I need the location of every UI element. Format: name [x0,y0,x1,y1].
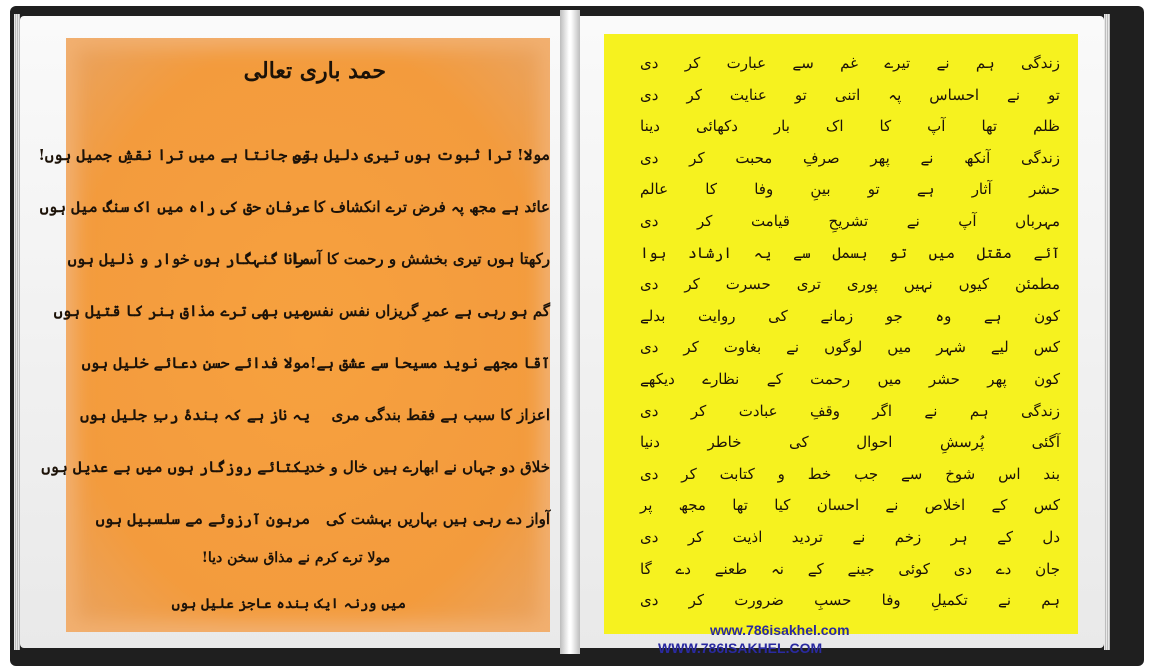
right-scan-image [604,34,1078,634]
ghazal-line: کس کے اخلاص نے احسان کیا تھا مجھ پر [640,496,1060,515]
couplet-line-a: آقا مجھے نوید مسیحا سے عشق ہے! [309,354,550,372]
couplet-line-a: آواز دے رہی ہیں بہاریں بہشت کی [326,510,550,528]
closing-line-2: میں ورنہ ایک بندہ عاجز علیل ہوں [171,596,406,612]
couplet-line-a: اعزاز کا سبب ہے فقط بندگی مری [331,406,550,424]
couplet-line-b: یہ ناز ہے کہ بندۂ ربِ جلیل ہوں [80,406,310,424]
ghazal-line: کون پھر حشر میں رحمت کے نظارے دیکھے [640,370,1061,388]
ghazal-line: آگئی پُرسشِ احوال کی خاطر دنیا [640,433,1060,452]
ghazal-line: زندگی ہم نے اگر وقفِ عبادت کر دی [640,401,1060,420]
page-edges-left [14,14,20,650]
ghazal-line: زندگی آنکھ نے پھر صرفِ محبت کر دی [640,148,1060,167]
ghazal-line: مہرباں آپ نے تشریحِ قیامت کر دی [640,212,1060,230]
couplet-line-b: میں بھی ترے مذاق ہنر کا قتیل ہوں [53,302,310,320]
book-gutter [560,10,580,654]
couplet-line-b: مانا گنہگار ہوں خوار و ذلیل ہوں [67,250,310,268]
ghazal-line: مطمئن کیوں نہیں پوری تری حسرت کر دی [640,275,1060,294]
couplet-line-b: مرہون آرزوئے مے سلسبیل ہوں [95,510,310,528]
ghazal-line: حشر آثار ہے تو بینِ وفا کا عالم [640,180,1060,199]
closing-line-1: مولا ترے کرم نے مذاق سخن دیا! [201,550,391,566]
couplet-line-a: خلاق دو جہاں نے ابھارے ہیں خال و خد [308,458,550,476]
ghazal-line: زندگی ہم نے تیرے غم سے عبارت کر دی [640,54,1060,72]
ghazal-line: ہم نے تکمیلِ وفا حسبِ ضرورت کر دی [640,591,1060,610]
website-url-caps-watermark: WWW.786ISAKHEL.COM [658,640,823,656]
poem-title: حمد باری تعالی [243,58,386,84]
ghazal-line: دل کے ہر زخم نے تردید اذیت کر دی [640,528,1060,546]
left-scan-image [38,38,550,632]
ghazal-line: آئے مقتل میں تو بسمل سے یہ ارشاد ہوا [640,243,1060,262]
couplet-line-b: تو جانتا ہے میں ترا نقشِ جمیل ہوں! [38,146,310,164]
couplet-line-b: مولا فدائے حسنِ دعائے خلیل ہوں [81,354,310,372]
website-url-watermark: www.786isakhel.com [710,622,850,638]
ghazal-line: ظلم تھا آپ کا اک بار دکھائی دینا [640,117,1060,136]
couplet-line-b: یکتائے روزگار ہوں میں بے عدیل ہوں [41,458,310,476]
couplet-line-a: گم ہو رہی ہے عمرِ گریزاں نفس نفس [302,302,550,320]
couplet-line-b: عرفان حق کی راہ میں اک سنگ میل ہوں [39,198,310,216]
page-edges-right [1104,14,1110,650]
ghazal-line: بند اس شوخ سے جب خط و کتابت کر دی [640,464,1060,483]
ghazal-line: تو نے احساس پہ اتنی تو عنایت کر دی [640,85,1060,104]
ghazal-line: کس لیے شہر میں لوگوں نے بغاوت کر دی [640,338,1060,357]
ghazal-line: کون ہے وہ جو زمانے کی روایت بدلے [640,306,1060,325]
ghazal-line: جان دے دی کوئی جینے کے نہ طعنے دے گا [640,559,1060,578]
couplet-line-a: عائد ہے مجھ پہ فرض ترے انکشاف کا [313,198,550,216]
couplet-line-a: مولا! ترا ثبوت ہوں تیری دلیل ہوں [292,146,550,164]
couplet-line-a: رکھتا ہوں تیری بخشش و رحمت کا آسرا [292,250,550,268]
